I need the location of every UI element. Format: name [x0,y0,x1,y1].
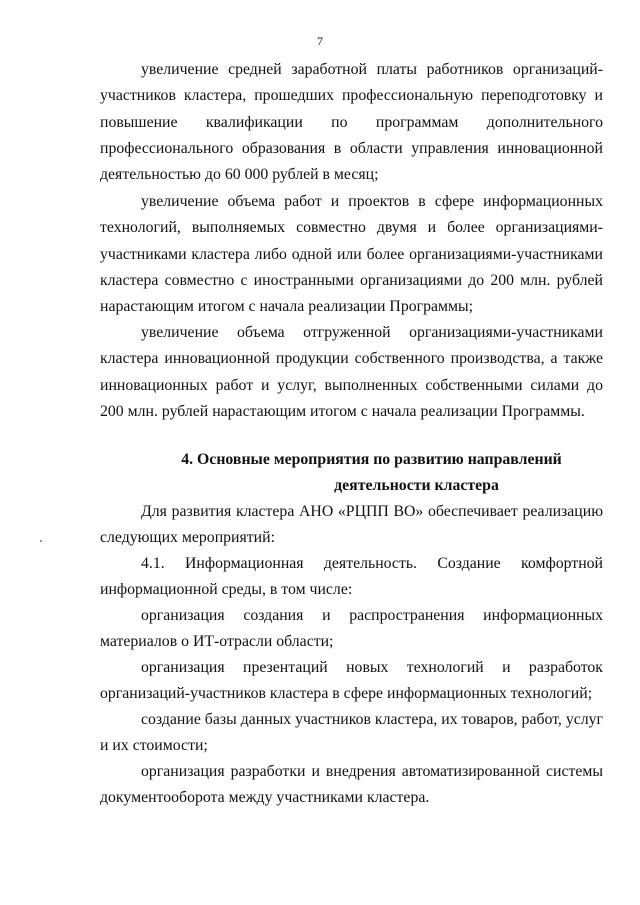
page-number: 7 [317,34,323,48]
paragraph-document-flow: организация разработки и внедрения автоматизированной системы документооборота между участниками кластера. [100,763,603,807]
paragraph-salary-target: увеличение средней заработной платы работников организаций-участников кластера, прошедших профессиональную переподготовку и повышение квалификации по программам дополнительного профессионального образования в области управления инновационной деятельностью до 60 000 рублей в месяц; [100,61,603,184]
paragraph-info-materials: организация создания и распространения информационных материалов о ИТ-отрасли области; [100,607,603,651]
paragraph-presentations: организация презентаций новых технологий и разработок организаций-участников кластера в сфере информационных технологий; [100,659,603,703]
paragraph-intro-measures: Для развития кластера АНО «РЦПП ВО» обеспечивает реализацию следующих мероприятий: [100,503,603,547]
scan-speck [40,540,42,542]
paragraph-innovative-products-target: увеличение объема отгруженной организациями-участниками кластера инновационной продукции собственного производства, а также инновационных работ и услуг, выполненных собственными силами до 200 млн. рублей нарастающим итогом с начала реализации Программы. [100,324,603,420]
section-heading [100,447,603,500]
paragraph-4-1-information-activity: 4.1. Информационная деятельность. Создание комфортной информационной среды, в том числе: [100,555,603,599]
section-heading-line-2: деятельности кластера [334,477,499,495]
section-heading-line-1: 4. Основные мероприятия по развитию направлений [181,451,562,468]
paragraph-database: создание базы данных участников кластера, их товаров, работ, услуг и их стоимости; [100,711,603,755]
paragraph-it-projects-target: увеличение объема работ и проектов в сфере информационных технологий, выполняемых совместно двумя и более организациями-участниками кластера либо одной или более организациями-участниками кластера совместно с иностранными организациями до 200 млн. рублей нарастающим итогом с начала реализации Программы; [100,193,603,316]
